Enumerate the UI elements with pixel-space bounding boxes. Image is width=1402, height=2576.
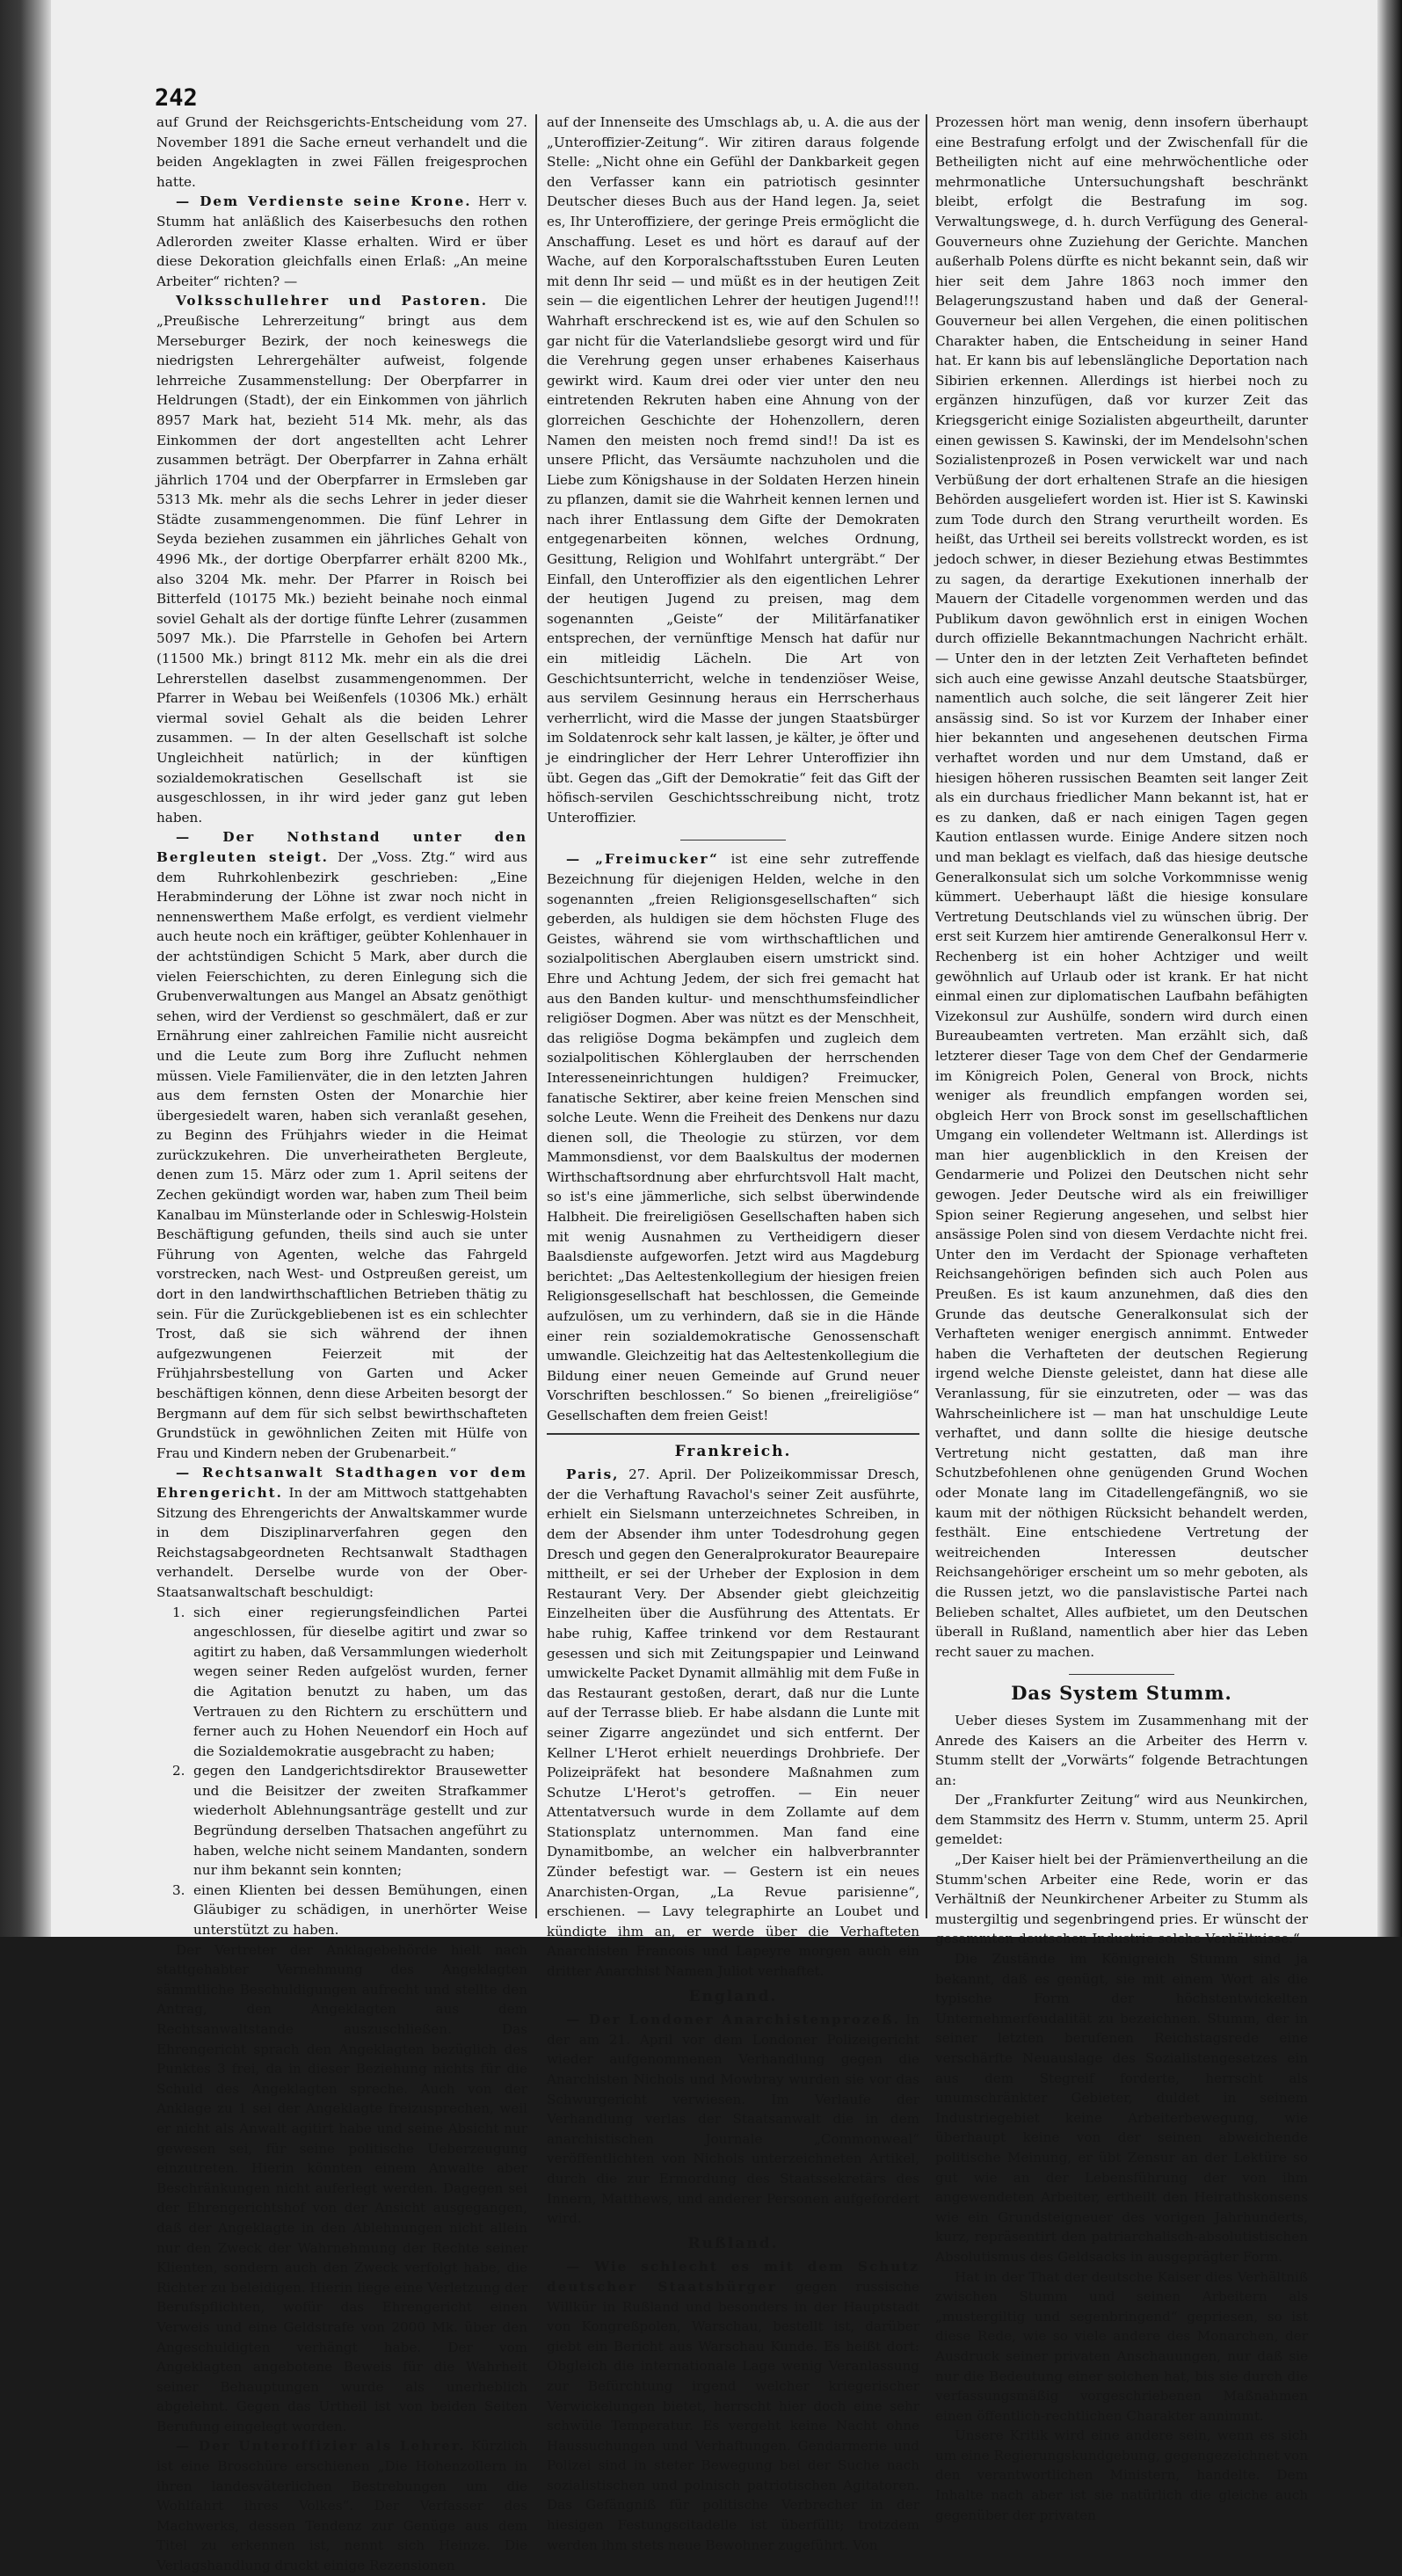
article-paragraph xyxy=(156,291,527,827)
article-text: 27. April. Der Polizeikommissar Dresch, der die Verhaftung Ravachol's seiner Zeit ausführte, erhielt ein Sielsmann unterzeichnetes Schreiben, in dem der Absender ihm unter Todesdrohung gegen Dresch und gegen den Generalprokurator Beaurepaire mittheilt, er sei der Urheber der Explosion in dem Restaurant Very. Der Absender giebt gleichzeitig Einzelheiten über die Ausführung des Attentats. Er habe ruhig, Kaffee trinkend vor dem Restaurant gesessen und sich mit Zeitungspapier und Leinwand umwickelte Packet Dynamit allmählig mit dem Fuße in das Restaurant gestoßen, derart, daß nur die Lunte auf der Terrasse blieb. Er habe alsdann die Lunte mit seiner Zigarre angezündet und sich entfernt. Der Kellner L'Herot erhielt neuerdings Drohbriefe. Der Polizeipräfekt hat besondere Maßnahmen zum Schutze L'Herot's getroffen. — Ein neuer Attentatversuch wurde in dem Zollamte auf dem Stationsplatz unternommen. Man fand eine Dynamitbombe, an welcher ein halbverbrannter Zünder befestigt war. — Gestern ist ein neues Anarchisten-Organ, „La Revue parisienne“, erschienen. — Lavy telegraphirte an Loubet und kündigte ihm an, er werde über die Verhafteten Anarchisten Francois und Lapeyre morgen auch ein dritter Anarchist Namen Juliot verhaftet. xyxy=(547,1466,920,1980)
column-3 xyxy=(935,113,1308,2523)
list-number: 3. xyxy=(172,1881,185,1898)
article-paragraph xyxy=(547,2257,919,2555)
article-paragraph xyxy=(156,827,527,1463)
list-text: gegen den Landgerichtsdirektor Brausewetter und die Beisitzer der zweiten Strafkammer wiederholt Ablehnungsanträge gestellt und zur Begründung derselben Thatsachen angeführt zu haben, welche nicht seinem Mandanten, sondern nur ihm bekannt sein konnten; xyxy=(193,1763,527,1879)
column-1 xyxy=(156,113,528,2574)
article-text: gegen russische Willkür in Rußland und besonders in der Hauptstadt von Kongreßpolen, Warschau, bestellt ist, darüber giebt ein Bericht aus Warschau Kunde. Es heißt dort: Obgleich die internationale Lage wenig Veranlassung zur Befürchtung irgend welcher kriegerischer Verwickelungen bietet, herrscht hier doch eine sehr schwüle Temperatur. Es vergeht keine Nacht ohne Haussuchungen und Verhaftungen. Gendarmerie und Polizei sind in steter Bewegung bei der Suche nach sozialistischen und polnisch patriotischen Agitatoren. Das Gefängniß für politische Verbrecher in der hiesigen Festungscitadelle ist überfüllt; trotzdem werden ihm stets neue Bewohner zugeführt. Von xyxy=(547,2278,919,2553)
list-number: 2. xyxy=(172,1763,185,1779)
article-headline: — Der Unteroffizier als Lehrer. xyxy=(176,2438,466,2455)
book-spine-shadow xyxy=(0,0,51,1937)
article-headline: — Der Londoner Anarchistenprozeß. xyxy=(566,2012,901,2028)
section-heading-england: England. xyxy=(688,1987,778,2005)
article-paragraph: Der Vertreter der Anklagebehörde hielt nach stattgehabter Vernehmung des Angeklagten sämmtliche Beschuldigungen aufrecht und stellte den Antrag, den Angeklagten aus dem Rechtsanwaltstande auszuschließen. Das Ehrengericht sprach den Angeklagten bezüglich des Punktes 3 frei, da in dieser Beziehung nichts für die Schuld des Angeklagten spreche. Auch von der Anklage zu 1 sei der Angeklagte freizusprechen, weil er nicht als Anwalt agitirt habe und seine Absicht nur gewesen sei, für seine politische Ueberzeugung einzutreten. Hierin könnten einem Anwalte aber Beschränkungen nicht auferlegt werden. Dagegen sei der Ehrengerichtshof von der Ansicht ausgegangen, daß der Angeklagte in den Ablehnungen nicht allein nur den Zweck der Wahrnehmung der Rechte seiner Klienten, sondern auch den Zweck verfolgt habe, die Richter zu beleidigen. Hierin liege eine Verletzung der Berufspflichten, wofür das Ehrengericht einen Verweis und eine Geldstrafe von 2000 Mk. über den Angeschuldigten verhängt habe. Der vom Angeklagten angebotene Beweis für die Wahrheit seiner Behauptungen wurde als unerheblich abgelehnt. Gegen das Urtheil ist von beiden Seiten Berufung eingelegt worden. xyxy=(156,1941,527,2434)
column-2 xyxy=(547,113,920,2553)
article-paragraph: Unsere Kritik wird eine andere sein, wenn es sich um eine Regierungskundgebung, gegengezeichnet von den verantwortlichen Ministern, handelte. Dem Inhalte nach aber ist sie natürlich die gleiche auch gegenüber der privaten xyxy=(935,2427,1308,2523)
list-item xyxy=(156,1881,527,1940)
article-paragraph: Hat in der That der deutsche Kaiser dies Verhältniß zwischen Stumm und seinen Arbeitern als „mustergiltig und segenbringend“ gepriesen, so ist diese Rede, wie so viele andere des Monarchen, der Ausdruck seiner privaten Anschauungen, nur daß sie nur die Bedeutung einer solchen hat, bis sie durch die verfassungsmäßig vorgeschriebenen Maßnahmen einen öffentlich-rechtlichen Charakter annimmt. xyxy=(935,2268,1308,2424)
article-text: Der „Voss. Ztg.“ wird aus dem Ruhrkohlenbezirk geschrieben: „Eine Herabminderung der Löhne ist zwar noch nicht in nennenswerthem Maße erfolgt, es verdient vielmehr auch heute noch ein kräftiger, geübter Kohlenhauer in der achtstündigen Schicht 5 Mark, aber durch die vielen Feierschichten, zu deren Einlegung sich die Grubenverwaltungen aus Mangel an Absatz genöthigt sehen, wird der Verdienst so geschmälert, daß er zur Ernährung einer zahlreichen Familie nicht ausreicht und die Leute zum Borg ihre Zuflucht nehmen müssen. Viele Familienväter, die in den letzten Jahren aus dem fernsten Osten der Monarchie hier übergesiedelt waren, haben sich veranlaßt gesehen, zu Beginn des Frühjahrs wieder in die Heimat zurückzukehren. Die unverheiratheten Bergleute, denen zum 15. März oder zum 1. April seitens der Zechen gekündigt worden war, haben zum Theil beim Kanalbau im Münsterlande oder in Schleswig-Holstein Beschäftigung gefunden, theils sind auch sie unter Führung von Agenten, welche das Fahrgeld vorstrecken, nach West- und Ostpreußen gereist, um dort in den landwirthschaftlichen Betrieben thätig zu sein. Für die Zurückgebliebenen ist es ein schlechter Trost, daß sie sich während der ihnen aufgezwungenen Feierzeit mit der Frühjahrsbestellung von Garten und Acker beschäftigen können, denn diese Arbeiten besorgt der Bergmann auf dem für sich selbst bewirthschafteten Grundstück in gewöhnlichen Zeiten mit Hülfe von Frau und Kindern neben der Grubenarbeit.“ xyxy=(156,848,527,1461)
list-item xyxy=(156,1603,527,1762)
article-divider xyxy=(1069,1674,1174,1675)
article-paragraph xyxy=(547,849,919,1425)
list-item xyxy=(156,1761,527,1881)
page-number: 242 xyxy=(155,84,198,112)
article-paragraph: auf Grund der Reichsgerichts-Entscheidung vom 27. November 1891 die Sache erneut verhandelt und die beiden Angeklagten in zwei Fällen freigesprochen hatte. xyxy=(156,114,527,190)
article-paragraph xyxy=(156,192,527,291)
article-text: Kürzlich ist eine Broschüre erschienen „Die Hohenzollern in ihren landesväterlichen Bestrebungen um die Wohlfahrt ihres Volkes“. Der Verfasser des Machwerks, dessen Tendenz zur Genüge aus dem Titel zu erkennen ist, nennt sich Heinze. Die Verlagshandlung druckt einige Rezensionen xyxy=(156,2438,528,2574)
list-number: 1. xyxy=(172,1604,185,1620)
dateline: Paris, xyxy=(566,1466,620,1483)
article-paragraph: Der „Frankfurter Zeitung“ wird aus Neunkirchen, dem Stammsitz des Herrn v. Stumm, unterm 25. April gemeldet: xyxy=(935,1792,1308,1848)
article-paragraph: „Der Kaiser hielt bei der Prämienvertheilung an die Stumm'schen Arbeiter eine Rede, worin er das Verhältniß der Neunkirchener Arbeiter zu Stumm als mustergiltig und segenbringend pries. Er wünscht der gesammten deutschen Industrie solche Verhältnisse.“ xyxy=(935,1852,1308,1947)
article-paragraph xyxy=(156,2436,527,2575)
article-paragraph: Die Zustände im Königreich Stumm sind ja bekannt, daß es genügt, sie mit einem Wort als die typische Form der höchstentwickelten Unternehmerfeudalität zu bezeichnen. Stumm, der in seiner letzten berufenen Reichstagsrede eine verschärfte Neuauslage des Sozialistengesetzes ein aus dem Stegreif forderte, herrscht als unumschränkter Gebieter, duldet in seinem Industriegebiet keine Arbeiterbewegung, wie überhaupt keine von der seinen abweichende politische Meinung, er übt Zensur an der Lektüre so gut wie an der Lebensführung der von ihm angewendeten Arbeiter, ertheilt den Heirathskonsens wie ein Grundsteigneuer des vorigen Jahrhunderts, kurz, repräsentirt den patriarchalisch-absolutistischen Absolutismus des Geldsacks in ausgeprägter Form. xyxy=(935,1951,1308,2265)
list-text: einen Klienten bei dessen Bemühungen, einen Gläubiger zu schädigen, in unerhörter Weise unterstützt zu haben. xyxy=(193,1881,527,1939)
section-heading-russland: Rußland. xyxy=(687,2234,779,2252)
article-text: In der am Mittwoch stattgehabten Sitzung des Ehrengerichts der Anwaltskammer wurde in dem Disziplinarverfahren gegen den Reichstagsabgeordneten Rechtsanwalt Stadthagen verhandelt. Derselbe wurde von der Ober-Staatsanwaltschaft beschuldigt: xyxy=(156,1484,527,1600)
column-rule-left xyxy=(535,114,537,1918)
article-paragraph xyxy=(547,1465,919,1981)
article-text: ist eine sehr zutreffende Bezeichnung für diejenigen Helden, welche in den sogenannten „freien Religionsgesellschaften“ sich geberden, als huldigen sie dem höchsten Fluge des Geistes, während sie vom wirthschaftlichen und sozialpolitischen Aberglauben eisern umstrickt sind. Ehre und Achtung Jedem, der sich frei gemacht hat aus den Banden kultur- und menschthumsfeindlicher religiöser Dogmen. Aber was nützt es der Menschheit, das religiöse Dogma bekämpfen und zugleich dem sozialpolitischen Köhlerglauben der herrschenden Interesseneinrichtungen huldigen? Freimucker, fanatische Sektirer, aber keine freien Menschen sind solche Leute. Wenn die Freiheit des Denkens nur dazu dienen soll, die Theologie zu stürzen, vor dem Mammonsdienst, vor dem Baalskultus der modernen Wirthschaftsordnung aber ehrfurchtsvoll Halt macht, so ist's eine jämmerliche, sich selbst überwindende Halbheit. Die freireligiösen Gesellschaften haben sich mit wenig Ausnahmen zu Vertheidigern dieser Baalsdienste aufgeworfen. Jetzt wird aus Magdeburg berichtet: „Das Aeltestenkollegium der hiesigen freien Religionsgesellschaft hat beschlossen, die Gemeinde aufzulösen, um zu verhindern, daß sie in die Hände einer rein sozialdemokratische Genossenschaft umwandle. Gleichzeitig hat das Aeltestenkollegium die Bildung einer neuen Gemeinde auf Grund neuer Vorschriften beschlossen.“ So bienen „freireligiöse“ Gesellschaften dem freien Geist! xyxy=(547,851,920,1423)
article-headline: — Wie schlecht es mit dem Schutz deutscher Staatsbürger xyxy=(547,2259,919,2295)
section-heading-frankreich: Frankreich. xyxy=(674,1442,792,1460)
article-paragraph: Prozessen hört man wenig, denn insofern überhaupt eine Bestrafung erfolgt und der Zwischenfall für die Betheiligten nicht auf eine mehrwöchentliche oder mehrmonatliche Untersuchungshaft beschränkt bleibt, erfolgt die Bestrafung im sog. Verwaltungswege, d. h. durch Verfügung des General-Gouverneurs ohne Zuziehung der Gerichte. Manchen außerhalb Polens dürfte es nicht bekannt sein, daß wir hier seit dem Jahre 1863 noch immer den Belagerungszustand haben und daß der General-Gouverneur bei allen Vergehen, die einen politischen Charakter haben, die Entscheidung in seiner Hand hat. Er kann bis auf lebenslängliche Deportation nach Sibirien erkennen. Allerdings ist hierbei noch zu ergänzen hinzufügen, daß vor kurzer Zeit das Kriegsgericht einige Sozialisten abgeurtheilt, darunter einen gewissen S. Kawinski, der im Mendelsohn'schen Sozialistenprozeß in Posen verwickelt war und nach Verbüßung der dort erhaltenen Strafe an die hiesigen Behörden ausgeliefert worden ist. Hier ist S. Kawinski zum Tode durch den Strang verurtheilt worden. Es heißt, das Urtheil sei bereits vollstreckt worden, es ist jedoch schwer, in dieser Beziehung etwas Bestimmtes zu sagen, da derartige Exekutionen innerhalb der Mauern der Citadelle vorgenommen werden und das Publikum davon gewöhnlich erst in einigen Wochen durch offizielle Bekanntmachungen Nachricht erhält. — Unter den in der letzten Zeit Verhafteten befindet sich auch eine gewisse Anzahl deutsche Staatsbürger, namentlich auch solche, die seit längerer Zeit hier ansässig sind. So ist vor Kurzem der Inhaber einer hier bekannten und angesehenen deutschen Firma verhaftet worden und nur dem Umstand, daß er hiesigen höheren russischen Beamten seit langer Zeit als ein durchaus friedlicher Mann bekannt ist, hat er es zu danken, daß er nach einigen Tagen gegen Kaution entlassen wurde. Einige Andere sitzen noch und man beklagt es vielfach, daß das hiesige deutsche Generalkonsulat sich um solche Vorkommnisse wenig kümmert. Ueberhaupt läßt die hiesige konsulare Vertretung Deutschlands viel zu wünschen übrig. Der erst seit Kurzem hier amtirende Generalkonsul Herr v. Rechenberg ist ein hoher Achtziger und weilt gewöhnlich auf Urlaub oder ist krank. Er hat nicht einmal einen zur diplomatischen Laufbahn befähigten Vizekonsul zur Aushülfe, sondern wird durch einen Bureaubeamten vertreten. Man erzählt sich, daß letzterer dieser Tage von dem Chef der Gendarmerie im Königreich Polen, General von Brock, nichts weniger als freundlich empfangen worden sei, obgleich Herr von Brock sonst im gesellschaftlichen Umgang ein vollendeter Weltmann ist. Allerdings ist man hier augenblicklich in den Kreisen der Gendarmerie und Polizei den Deutschen nicht sehr gewogen. Jeder Deutsche wird als ein freiwilliger Spion seiner Regierung angesehen, und selbst hier ansässige Polen sind von diesem Verdachte nicht frei. Unter den im Verdacht der Spionage verhafteten Reichsangehörigen befinden sich auch Polen aus Preußen. Es ist kaum anzunehmen, daß dies den Grunde das deutsche Generalkonsulat sich der Verhafteten weniger energisch annimmt. Entweder haben die Verhafteten der deutschen Regierung irgend welche Dienste geleistet, dann hat diese alle Veranlassung, für sie einzutreten, oder — was das Wahrscheinlichere ist — man hat unschuldige Leute verhaftet, und dann sollte die hiesige deutsche Vertretung nicht gestatten, daß man ihre Schutzbefohlenen ohne genügenden Grund Wochen oder Monate lang im Citadellengefängniß, wo sie kaum mit der nöthigen Rücksicht behandelt werden, festhält. Eine entschiedene Vertretung der weitreichenden Interessen deutscher Reichsangehöriger erscheint um so mehr geboten, als die Russen jetzt, wo die panslavistische Partei nach Belieben schaltet, Alles aufbietet, um den Deutschen überall in Rußland, namentlich aber hier das Leben recht sauer zu machen. xyxy=(935,114,1308,1660)
article-text: Herr v. Stumm hat anläßlich des Kaiserbesuchs den rothen Adlerorden zweiter Klasse erhalten. Wird er über diese Dekoration gleichfalls einen Erlaß: „An meine Arbeiter“ richten? — xyxy=(156,193,528,289)
article-headline: — Rechtsanwalt Stadthagen vor dem Ehrengericht. xyxy=(156,1465,527,1501)
article-headline: — „Freimucker“ xyxy=(566,851,719,868)
list-text: sich einer regierungsfeindlichen Partei angeschlossen, für dieselbe agitirt und zwar so agitirt zu haben, daß Versammlungen wiederholt wegen seiner Reden aufgelöst wurden, ferner die Agitation benutzt zu haben, um das Vertrauen zu den Richtern zu erschüttern und ferner auch zu Hohen Neuendorf ein Hoch auf die Sozialdemokratie ausgebracht zu haben; xyxy=(193,1604,527,1759)
page-edge-shadow xyxy=(1377,0,1402,1937)
article-headline: Volksschullehrer und Pastoren. xyxy=(176,293,489,309)
article-paragraph: Ueber dieses System im Zusammenhang mit der Anrede des Kaisers an die Arbeiter des Herrn v. Stumm stellt der „Vorwärts“ folgende Betrachtungen an: xyxy=(935,1712,1308,1788)
article-paragraph xyxy=(156,1463,527,1602)
article-headline: — Der Nothstand unter den Bergleuten steigt. xyxy=(156,829,527,865)
article-text: In der am 21. April vor dem Londoner Polizeigericht wieder aufgenommenen Verhandlung gegen die Anarchisten Nichols und Mowbray wurden sie vor das Schwurgericht verwiesen. Im Verlaufe der Verhandlung verlas der Staatsanwalt die in dem anarchistischen Journale „Commonweal“ veröffentlichten von Nichols unterzeichneten Artikel, durch die zur Ermordung des Staatssekretärs des Innern, Matthews, und anderer Personen aufgefordert wird. xyxy=(547,2012,920,2227)
article-headline: — Dem Verdienste seine Krone. xyxy=(176,193,472,210)
section-heading-system-stumm: Das System Stumm. xyxy=(1011,1682,1232,1705)
article-paragraph xyxy=(547,2010,919,2229)
article-paragraph: auf der Innenseite des Umschlags ab, u. A. die aus der „Unteroffizier-Zeitung“. Wir zitiren daraus folgende Stelle: „Nicht ohne ein Gefühl der Dankbarkeit gegen den Verfasser kann ein patriotisch gesinnter Deutscher dieses Buch aus der Hand legen. Ja, seiet es, Ihr Unteroffiziere, der geringe Preis ermöglicht die Anschaffung. Leset es und hört es darauf auf der Wache, auf den Korporalschaftsstuben Euren Leuten mit denn Ihr seid — und müßt es in der heutigen Zeit sein — die eigentlichen Lehrer der heutigen Jugend!!! Wahrhaft erschreckend ist es, wie auf den Schulen so gar nicht für die Vaterlandsliebe gesorgt wird und für die Verehrung gegen unser erhabenes Kaiserhaus gewirkt wird. Kaum drei oder vier unter den neu eintretenden Rekruten haben eine Ahnung von der glorreichen Geschichte der Hohenzollern, deren Namen den meisten noch fremd sind!! Da ist es unsere Pflicht, das Versäumte nachzuholen und die Liebe zum Königshause in der Soldaten Herzen hinein zu pflanzen, damit sie die Wahrheit kennen lernen und nach ihrer Entlassung dem Gifte der Demokraten entgegenarbeiten können, welches Ordnung, Gesittung, Religion und Wohlfahrt untergräbt.“ Der Einfall, den Unteroffizier als den eigentlichen Lehrer der heutigen Jugend zu preisen, mag dem sogenannten „Geiste“ der Militärfanatiker entsprechen, der vernünftige Mensch hat dafür nur ein mitleidig Lächeln. Die Art von Geschichtsunterricht, welche in tendenziöser Weise, aus servilem Gesinnung heraus ein Herrscherhaus verherrlicht, wird die Masse der jungen Staatsbürger im Soldatenrock sehr kalt lassen, je kälter, je öfter und je eindringlicher der Herr Lehrer Unteroffizier ihn übt. Gegen das „Gift der Demokratie“ feit das Gift der höfisch-servilen Geschichtsschreibung nicht, trotz Unteroffizier. xyxy=(547,114,919,826)
section-divider xyxy=(547,1433,919,1435)
article-text: Die „Preußische Lehrerzeitung“ bringt aus dem Merseburger Bezirk, der noch keineswegs die niedrigsten Lehrergehälter aufweist, folgende lehrreiche Zusammenstellung: Der Oberpfarrer in Heldrungen (Stadt), der ein Einkommen von jährlich 8957 Mark hat, bezieht 514 Mk. mehr, als das Einkommen der dort angestellten acht Lehrer zusammen beträgt. Der Oberpfarrer in Zahna erhält jährlich 1704 und der Oberpfarrer in Ermsleben gar 5313 Mk. mehr als die sechs Lehrer in jeder dieser Städte zusammengenommen. Die fünf Lehrer in Seyda beziehen zusammen ein jährliches Gehalt von 4996 Mk., der dortige Oberpfarrer erhält 8200 Mk., also 3204 Mk. mehr. Der Pfarrer in Roisch bei Bitterfeld (10175 Mk.) bezieht beinahe noch einmal soviel Gehalt als der dortige fünfte Lehrer (zusammen 5097 Mk.). Die Pfarrstelle in Gehofen bei Artern (11500 Mk.) bringt 8112 Mk. mehr ein als die drei Lehrerstellen daselbst zusammengenommen. Der Pfarrer in Webau bei Weißenfels (10306 Mk.) erhält viermal soviel Gehalt als die beiden Lehrer zusammen. — In der alten Gesellschaft ist solche Ungleichheit natürlich; in der künftigen sozialdemokratischen Gesellschaft ist sie ausgeschlossen, in ihr wird jeder ganz gut leben haben. xyxy=(156,293,527,826)
column-rule-right xyxy=(926,114,927,1918)
